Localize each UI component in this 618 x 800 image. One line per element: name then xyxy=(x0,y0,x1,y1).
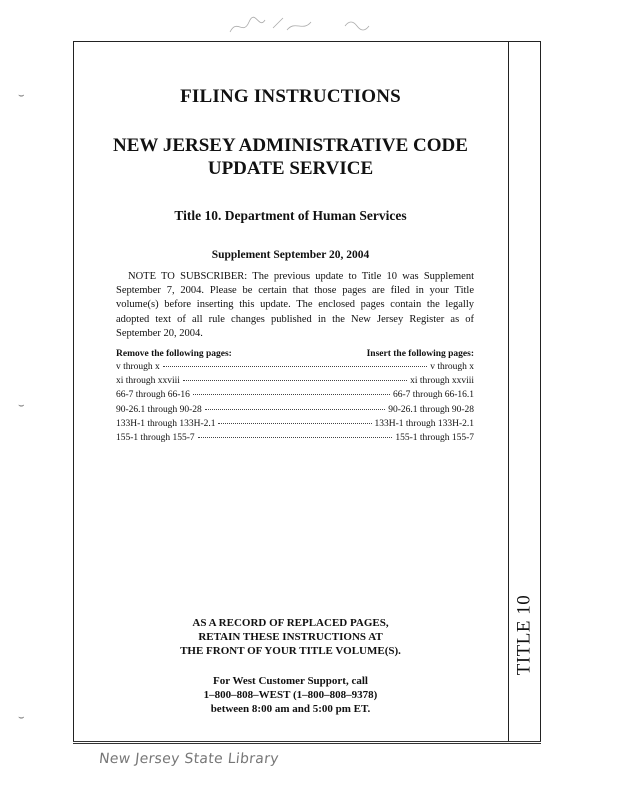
record-notice xyxy=(73,616,508,658)
margin-mark: ⌣ xyxy=(18,90,25,101)
library-stamp: New Jersey State Library xyxy=(98,751,280,767)
insert-pages: xi through xxviii xyxy=(410,376,474,387)
record-notice-line3: THE FRONT OF YOUR TITLE VOLUME(S). xyxy=(180,645,401,657)
handwritten-scribble xyxy=(225,10,395,40)
dot-leader xyxy=(163,366,427,367)
spine-label: TITLE 10 xyxy=(513,594,535,676)
remove-pages: 90-26.1 through 90-28 xyxy=(116,404,202,415)
margin-mark: ⌣ xyxy=(18,400,25,411)
subscriber-note-text: NOTE TO SUBSCRIBER: The previous update to Title 10 was Supplement September 7, 2004. Please be certain that those pages are filed in your Title volume(s) before inserting this update. The enclosed pages contain the legally adopted text of all rule changes published in the New Jersey Register as of September 20, 2004. xyxy=(116,271,474,339)
support-notice-line3: between 8:00 am and 5:00 pm ET. xyxy=(210,703,371,715)
code-heading-line1: NEW JERSEY ADMINISTRATIVE CODE xyxy=(113,135,468,156)
insert-pages: 155-1 through 155-7 xyxy=(395,432,474,443)
record-notice-line1: AS A RECORD OF REPLACED PAGES, xyxy=(192,617,389,629)
insert-column-header: Insert the following pages: xyxy=(366,349,474,359)
page-row xyxy=(116,405,474,419)
page-row xyxy=(116,419,474,433)
code-heading-line2: UPDATE SERVICE xyxy=(207,158,374,179)
insert-pages: v through x xyxy=(430,362,474,372)
dot-leader xyxy=(183,380,407,381)
spine-tab xyxy=(508,540,541,730)
support-notice-line1: For West Customer Support, call xyxy=(213,675,368,687)
remove-pages: 155-1 through 155-7 xyxy=(116,432,195,443)
dot-leader xyxy=(198,437,393,438)
bottom-rule xyxy=(73,741,541,744)
page-row xyxy=(116,390,474,404)
support-notice xyxy=(73,674,508,716)
remove-pages: 133H-1 through 133H-2.1 xyxy=(116,418,216,429)
dot-leader xyxy=(218,423,371,424)
record-notice-line2: RETAIN THESE INSTRUCTIONS AT xyxy=(198,631,383,643)
remove-pages: xi through xxviii xyxy=(116,376,180,387)
margin-mark: ⌣ xyxy=(18,712,25,723)
dot-leader xyxy=(205,409,385,410)
remove-pages: 66-7 through 66-16 xyxy=(116,390,190,401)
code-heading xyxy=(73,134,508,180)
insert-pages: 66-7 through 66-16.1 xyxy=(392,390,474,401)
dot-leader xyxy=(193,394,390,395)
insert-pages: 90-26.1 through 90-28 xyxy=(388,404,474,415)
remove-column-header: Remove the following pages: xyxy=(116,349,232,359)
page-row xyxy=(116,376,474,390)
page-title: FILING INSTRUCTIONS xyxy=(180,86,401,107)
page-row xyxy=(116,362,474,376)
page-list xyxy=(116,362,474,447)
insert-pages: 133H-1 through 133H-2.1 xyxy=(374,418,474,429)
page-row xyxy=(116,433,474,447)
support-notice-line2: 1–800–808–WEST (1–800–808–9378) xyxy=(203,689,378,701)
subscriber-note xyxy=(116,270,474,341)
title-heading: Title 10. Department of Human Services xyxy=(174,208,407,223)
supplement-heading: Supplement September 20, 2004 xyxy=(211,249,370,261)
remove-pages: v through x xyxy=(116,362,160,372)
